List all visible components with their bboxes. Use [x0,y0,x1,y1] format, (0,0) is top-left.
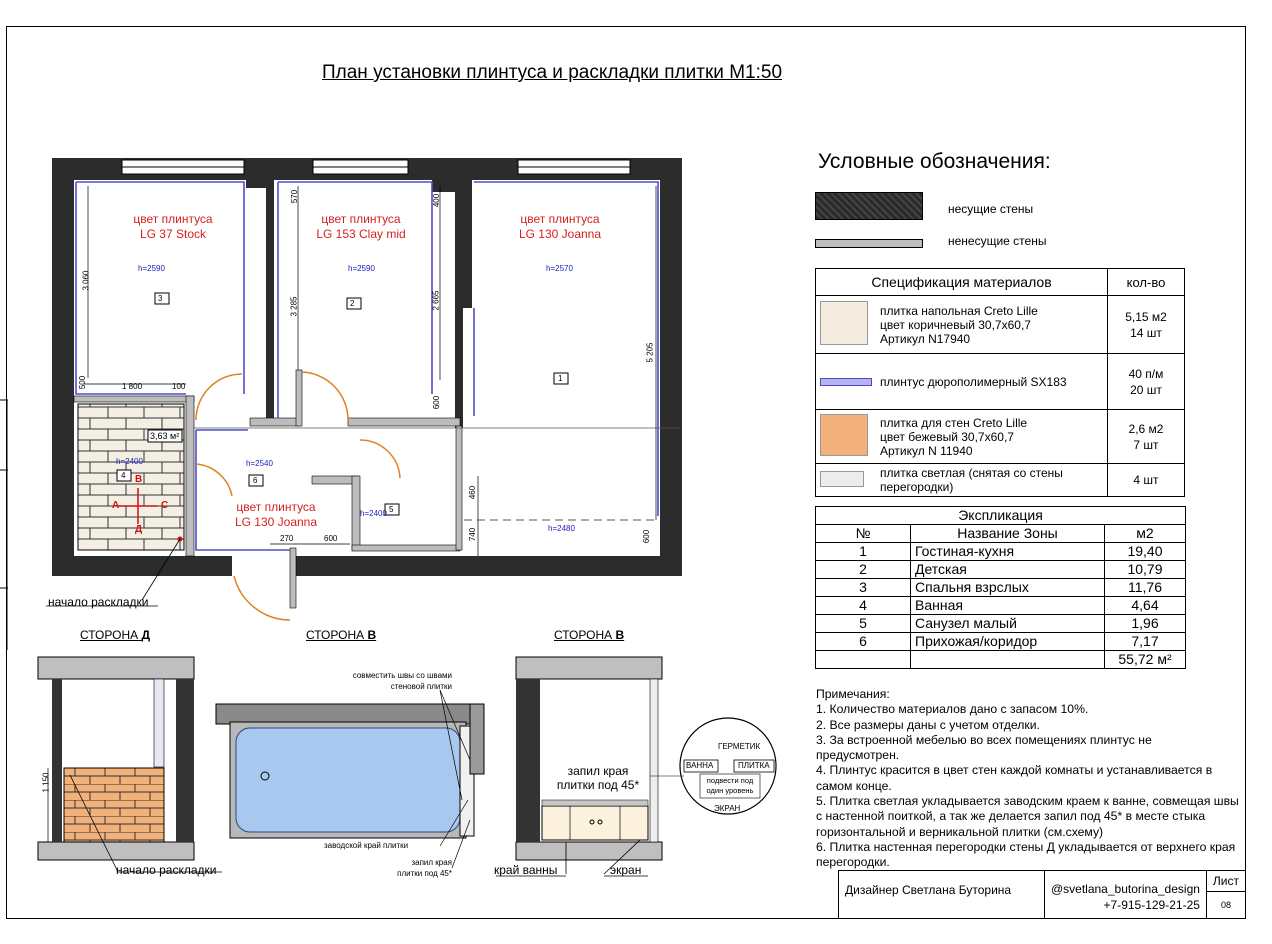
dim-100: 100 [172,382,186,391]
side-v1-note-seams-line2: стеновой плитки [390,682,452,691]
dim-500: 500 [78,375,88,390]
spec-desc-line: Артикул N 11940 [880,443,973,458]
spec-row [816,464,1185,497]
note-item: 4. Плинтус красится в цвет стен каждой комнаты и устанавливается в самом конце. [816,763,1213,793]
side-d-title-text: СТОРОНА [80,628,142,642]
spec-swatch-cell [816,464,877,497]
dim-2665: 2 665 [431,290,441,311]
spec-qty-value: 5,15 м2 [1125,309,1167,324]
side-v1-note-cut-line1: запил края [411,858,452,867]
room-3-plinth-color: LG 37 Stock [139,227,207,241]
spec-qty: 4 шт [1108,464,1185,497]
side-v2-note-cut [546,764,650,792]
side-v2-title-letter: В [615,628,625,642]
expl-col-area: м2 [1105,525,1186,543]
expl-num: 2 [816,561,911,579]
spec-desc-line: плитка для стен Creto Lille [880,415,1028,430]
bearing-wall-label: несущие стены [948,202,1034,216]
wc-number: 5 [389,505,394,514]
table-row [816,579,1186,597]
table-row [816,615,1186,633]
floor-tile-swatch [820,301,868,345]
side-d-dim: 1 150 [41,772,51,793]
side-v2-note-cut-line1: запил края [567,764,629,778]
table-row [816,633,1186,651]
room-2-plinth-label [306,212,416,242]
notes-header: Примечания: [816,687,890,701]
bath-number: 4 [121,471,126,480]
dim-600-b: 600 [642,529,652,544]
expl-area: 1,96 [1105,615,1186,633]
room-2-height: h=2590 [348,264,375,273]
sheet-label: Лист [1206,871,1245,892]
spec-qty-value: 40 п/м [1128,366,1164,381]
edge-ticks [0,398,10,654]
spec-qty-value: 20 шт [1130,382,1162,397]
note-item: 1. Количество материалов дано с запасом 10%. [816,702,1089,717]
nonbearing-wall-label: ненесущие стены [948,234,1047,248]
designer-phone: +7-915-129-21-25 [1103,898,1200,912]
spec-qty [1108,410,1185,464]
expl-title-row [816,507,1186,525]
bearing-wall-swatch [815,192,923,220]
room-1-plinth-label [510,212,610,242]
dim-460: 460 [468,485,478,500]
light-tile-swatch [820,471,864,487]
room-3-height: h=2590 [138,264,165,273]
note-item: 5. Плитка светлая укладывается заводским краем к ванне, совмещая швы с настенной поиткой, а так же делается запил под 45* в месте стыка горизонтальной и верникальной плитки (см.схему) [816,794,1239,839]
dim-570: 570 [290,189,300,204]
room-6-plinth-caption: цвет плинтуса [236,500,316,514]
spec-qty [1108,296,1185,354]
dim-600-a: 600 [432,395,442,410]
legend-title: Условные обозначения: [818,150,1051,173]
spec-desc-line: цвет коричневый 30,7х60,7 [880,317,1031,332]
room-3-number: 3 [158,294,163,303]
expl-name: Спальня взрслых [911,579,1105,597]
detail-level [702,776,758,796]
designer-name: Дизайнер Светлана Буторина [839,871,1045,919]
spec-qty-value: 14 шт [1130,325,1162,340]
dim-270: 270 [280,534,294,543]
plinth-swatch [820,378,872,386]
designer-contacts [1044,871,1206,919]
expl-header-row [816,525,1186,543]
side-v1-note-seams-line1: совместить швы со швами [352,671,452,680]
marker-v: В [135,474,143,485]
room-3-plinth-caption: цвет плинтуса [133,212,213,226]
side-v1-note-edge: заводской край плитки [324,841,409,850]
table-row [816,597,1186,615]
expl-name: Детская [911,561,1105,579]
side-v1-title-text: СТОРОНА [306,628,368,642]
spec-swatch-cell [816,296,877,354]
spec-desc-line: плитка напольная Creto Lille [880,303,1038,318]
side-v1-note-cut-line2: плитки под 45* [397,869,452,878]
expl-col-name: Название Зоны [911,525,1105,543]
expl-total-empty [911,651,1105,669]
expl-name: Прихожая/коридор [911,633,1105,651]
room-2-plinth-color: LG 153 Clay mid [316,227,406,241]
table-row [816,543,1186,561]
wc-height: h=2400 [360,509,387,518]
detail-tile: ПЛИТКА [738,761,770,770]
expl-area: 7,17 [1105,633,1186,651]
bath-area: 3,63 м² [150,431,180,441]
layout-start-label: начало раскладки [48,595,149,609]
expl-total-row [816,651,1186,669]
note-item: 3. За встроенной мебелью во всех помещениях плинтус не предусмотрен. [816,732,1152,763]
spec-qty [1108,354,1185,410]
room-1-plinth-caption: цвет плинтуса [520,212,600,226]
spec-qty-value: 7 шт [1133,437,1159,452]
spec-desc [876,410,1108,464]
dim-3285: 3 285 [289,296,299,317]
note-item: 6. Плитка настенная перегородки стены Д укладывается от верхнего края перегородки. [816,839,1236,870]
expl-title: Экспликация [816,507,1186,525]
detail-sealant: ГЕРМЕТИК [718,742,761,751]
note-item: 2. Все размеры даны с учетом отделки. [816,717,1040,732]
marker-a: А [112,500,120,511]
title-block [838,870,1246,919]
side-d-start-label: начало раскладки [116,863,217,877]
sheet-number: 08 [1206,892,1245,919]
label-screen: экран [610,863,642,877]
expl-area: 4,64 [1105,597,1186,615]
expl-num: 4 [816,597,911,615]
side-v1-title-letter: В [367,628,377,642]
title-block-row [839,871,1246,892]
room-6-plinth-label [226,500,326,530]
spec-qty-value: 2,6 м2 [1128,421,1164,436]
designer-instagram: @svetlana_butorina_design [1050,882,1200,896]
spec-desc-line: Артикул N17940 [880,331,971,346]
spec-row [816,354,1185,410]
page-title: План установки плинтуса и раскладки плитки М1:50 [322,62,783,83]
dim-1800: 1 800 [122,382,143,391]
hall-height: h=2480 [548,524,575,533]
room-1-plinth-color: LG 130 Joanna [518,227,602,241]
spec-swatch-cell [816,354,877,410]
spec-qty-header: кол-во [1108,269,1185,296]
table-row [816,561,1186,579]
wall-tile-swatch [820,414,868,456]
expl-name: Ванная [911,597,1105,615]
side-v1-note-cut [388,857,452,879]
expl-name: Санузел малый [911,615,1105,633]
detail-level-line2: один уровень [706,786,754,795]
room-6-plinth-color: LG 130 Joanna [234,515,318,529]
marker-s: С [161,500,169,511]
expl-col-num: № [816,525,911,543]
dim-400: 400 [432,193,442,208]
expl-name: Гостиная-кухня [911,543,1105,561]
expl-area: 11,76 [1105,579,1186,597]
spec-desc-line: плитка светлая (снятая со стены [880,466,1063,480]
side-v2-title [554,628,624,642]
expl-total: 55,72 м² [1105,651,1186,669]
detail-bath: ВАННА [686,761,714,770]
dim-3060: 3 060 [81,270,91,291]
room-1-height: h=2570 [546,264,573,273]
room-1-number: 1 [558,374,563,383]
dim-600-c: 600 [324,534,338,543]
spec-row [816,296,1185,354]
expl-num: 6 [816,633,911,651]
nonbearing-wall-swatch [815,239,923,248]
side-d-title [80,628,150,642]
spec-desc-line: перегородки) [880,480,954,494]
spec-desc-line: цвет бежевый 30,7х60,7 [880,429,1014,444]
dim-5205: 5 205 [645,342,655,363]
side-v2-note-cut-line2: плитки под 45* [556,778,640,792]
spec-table [815,268,1185,497]
side-v2-title-text: СТОРОНА [554,628,616,642]
detail-screen: ЭКРАН [714,804,741,813]
expl-total-empty [816,651,911,669]
notes-block [816,687,1241,871]
side-v1-note-seams [340,670,452,692]
side-d-title-letter: Д [141,628,151,642]
room-3-plinth-label [128,212,218,242]
detail-level-line1: подвести под [706,776,754,785]
spec-swatch-cell [816,410,877,464]
room-2-plinth-caption: цвет плинтуса [321,212,401,226]
room-2-number: 2 [350,299,355,308]
spec-desc [876,464,1108,497]
expl-area: 19,40 [1105,543,1186,561]
side-v1-title [306,628,376,642]
marker-d: Д [135,524,143,535]
room-6-number: 6 [253,476,258,485]
expl-num: 5 [816,615,911,633]
spec-desc: плинтус дюрополимерный SX183 [876,354,1108,410]
spec-header: Спецификация материалов [816,269,1108,296]
spec-row [816,410,1185,464]
bath-height: h=2400 [116,457,143,466]
room-6-height: h=2540 [246,459,273,468]
dim-740: 740 [468,527,478,542]
expl-area: 10,79 [1105,561,1186,579]
spec-header-row [816,269,1185,296]
label-bath-edge: край ванны [494,863,558,877]
expl-num: 3 [816,579,911,597]
expl-num: 1 [816,543,911,561]
explication-table [815,506,1186,669]
spec-desc [876,296,1108,354]
